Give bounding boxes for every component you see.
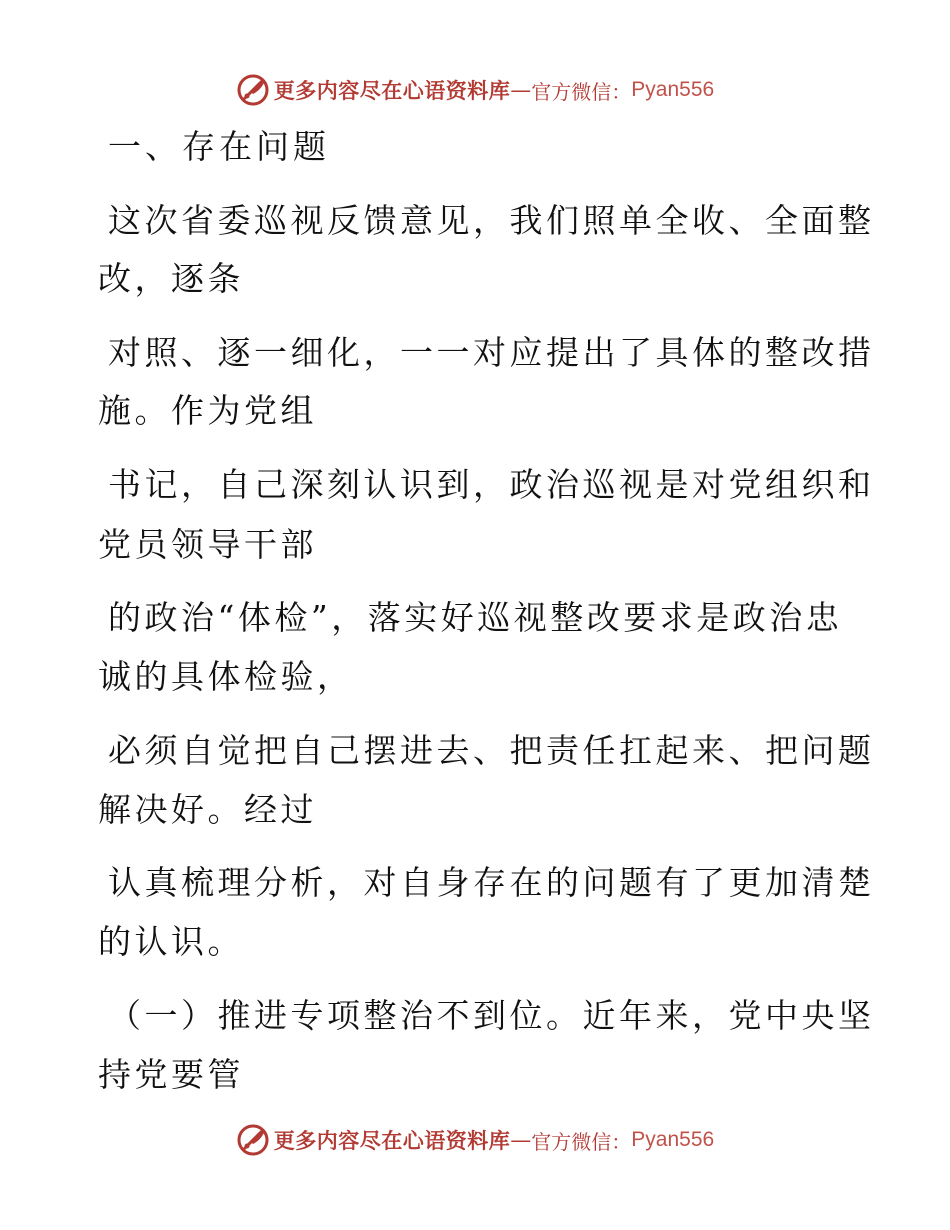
paragraph-line: 这次省委巡视反馈意见，我们照单全收、全面整 [108,201,875,240]
paragraph-line: 党员领导干部 [98,525,317,564]
paragraph-line: 改，逐条 [98,259,244,298]
paragraph-line: 持党要管 [98,1055,244,1094]
header-watermark [0,70,950,110]
quill-seal-icon [236,73,270,107]
footer-watermark [0,1120,950,1160]
paragraph-line: 诚的具体检验， [98,657,354,696]
watermark-wechat-id: Pyan556 [631,1128,715,1151]
watermark-wechat-label: 官方微信： [531,1129,632,1154]
watermark-wechat-label: 官方微信： [531,79,632,104]
watermark-separator: — [510,78,532,102]
paragraph-line: 书记，自己深刻认识到，政治巡视是对党组织和 [108,465,875,504]
paragraph-line: 对照、逐一细化，一一对应提出了具体的整改措 [108,333,875,372]
paragraph-line: 必须自觉把自己摆进去、把责任扛起来、把问题 [108,731,875,770]
quill-seal-icon [236,1123,270,1157]
paragraph-line: 施。作为党组 [98,391,317,430]
watermark-wechat-id: Pyan556 [631,78,715,101]
watermark-separator: — [510,1128,532,1152]
paragraph-line: 的认识。 [98,922,244,961]
paragraph-line: 认真梳理分析，对自身存在的问题有了更加清楚 [108,863,875,902]
watermark-site-name: 更多内容尽在心语资料库 [273,1128,511,1153]
paragraph-line: 解决好。经过 [98,790,317,829]
paragraph-line: （一）推进专项整治不到位。近年来，党中央坚 [108,996,875,1035]
watermark-site-name: 更多内容尽在心语资料库 [273,78,511,103]
section-heading: 一、存在问题 [108,127,330,166]
paragraph-line: 的政治“体检”，落实好巡视整改要求是政治忠 [108,598,843,637]
